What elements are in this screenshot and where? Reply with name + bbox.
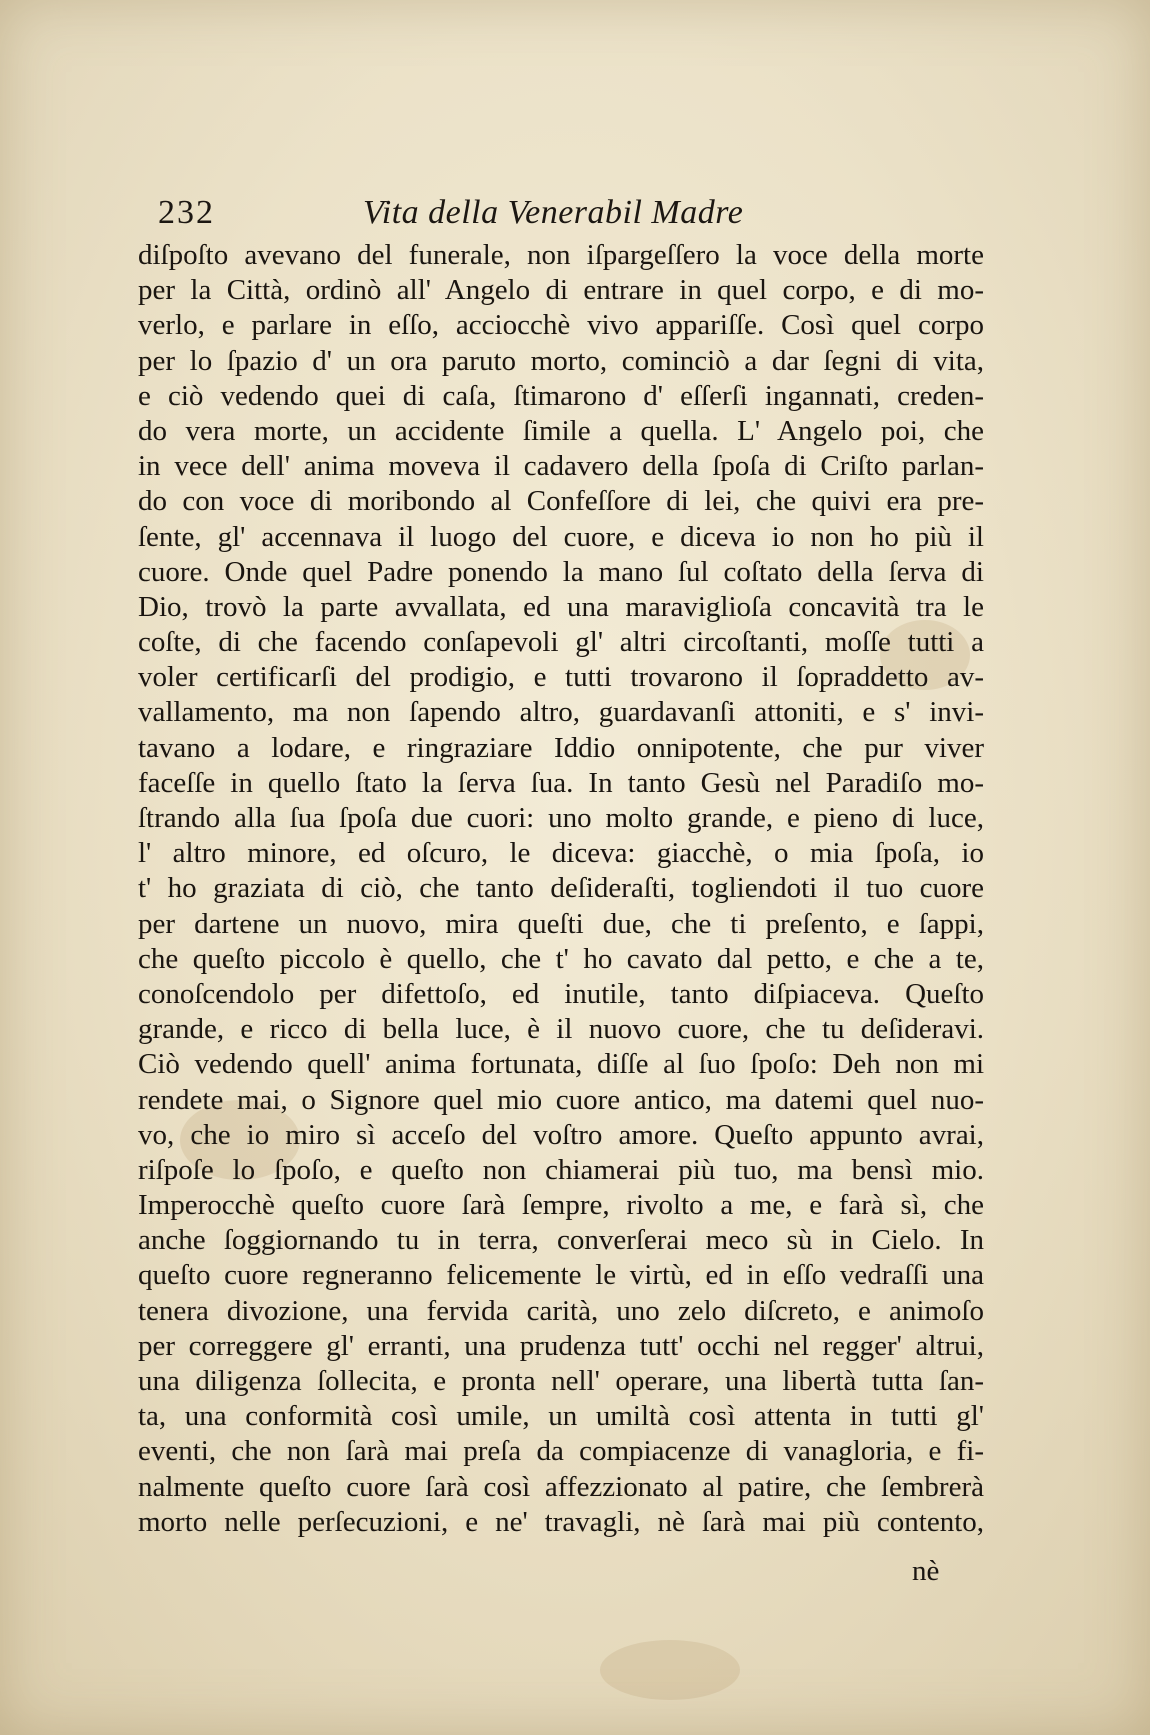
text-line: morto nelle perſecuzioni, e ne' travagli, nè ſarà mai più contento, <box>138 1505 984 1538</box>
text-line: e ciò vedendo quei di caſa, ſtimarono d' eſſerſi ingannati, creden- <box>138 379 984 412</box>
text-line: faceſſe in quello ſtato la ſerva ſua. In tanto Gesù nel Paradiſo mo- <box>138 766 984 799</box>
page-number: 232 <box>158 194 215 231</box>
text-line: voler certificarſi del prodigio, e tutti trovarono il ſopraddetto av- <box>138 661 984 694</box>
foxing-stain <box>600 1640 740 1700</box>
text-line: cuore. Onde quel Padre ponendo la mano ſul coſtato della ſerva di <box>138 555 984 588</box>
text-line: rendete mai, o Signore quel mio cuore antico, ma datemi quel nuo- <box>138 1083 984 1116</box>
text-line: per correggere gl' erranti, una prudenza tutt' occhi nel regger' altrui, <box>138 1329 984 1362</box>
text-line: nalmente queſto cuore ſarà così affezzionato al patire, che ſembrerà <box>138 1470 984 1503</box>
text-line: Imperocchè queſto cuore ſarà ſempre, rivolto a me, e farà sì, che <box>138 1189 984 1222</box>
text-line: ſtrando alla ſua ſpoſa due cuori: uno molto grande, e pieno di luce, <box>138 802 984 834</box>
text-line: per la Città, ordinò all' Angelo di entrare in quel corpo, e di mo- <box>138 274 984 307</box>
text-line: per dartene un nuovo, mira queſti due, che ti preſento, e ſappi, <box>138 907 984 940</box>
text-line: per lo ſpazio d' un ora paruto morto, cominciò a dar ſegni di vita, <box>138 344 984 377</box>
text-line: coſte, di che facendo conſapevoli gl' altri circoſtanti, moſſe tutti a <box>138 626 984 659</box>
text-line: eventi, che non ſarà mai preſa da compiacenze di vanagloria, e fi- <box>138 1435 984 1468</box>
text-line: Ciò vedendo quell' anima fortunata, diſſe al ſuo ſpoſo: Deh non mi <box>138 1048 984 1081</box>
text-line: Dio, trovò la parte avvallata, ed una maraviglioſa concavità tra le <box>138 590 984 623</box>
text-line: riſpoſe lo ſpoſo, e queſto non chiamerai più tuo, ma bensì mio. <box>138 1153 984 1186</box>
body-text <box>138 238 984 1540</box>
text-line: do con voce di moribondo al Confeſſore di lei, che quivi era pre- <box>138 485 984 518</box>
running-head: Vita della Venerabil Madre <box>363 194 744 231</box>
text-line: tenera divozione, una fervida carità, uno zelo diſcreto, e animoſo <box>138 1294 984 1327</box>
text-line: diſpoſto avevano del funerale, non iſpargeſſero la voce della morte <box>138 239 984 271</box>
text-line: verlo, e parlare in eſſo, acciocchè vivo appariſſe. Così quel corpo <box>138 309 984 342</box>
text-line: in vece dell' anima moveva il cadavero della ſpoſa di Criſto parlan- <box>138 450 984 483</box>
text-line: vo, che io miro sì acceſo del voſtro amore. Queſto appunto avrai, <box>138 1118 984 1151</box>
text-line: che queſto piccolo è quello, che t' ho cavato dal petto, e che a te, <box>138 942 984 975</box>
text-line: l' altro minore, ed oſcuro, le diceva: giacchè, o mia ſpoſa, io <box>138 837 984 870</box>
text-line: ta, una conformità così umile, un umiltà così attenta in tutti gl' <box>138 1400 984 1433</box>
text-line: vallamento, ma non ſapendo altro, guardavanſi attoniti, e s' invi- <box>138 696 984 729</box>
text-line: ſente, gl' accennava il luogo del cuore, e diceva io non ho più il <box>138 520 984 553</box>
text-line: tavano a lodare, e ringraziare Iddio onnipotente, che pur viver <box>138 731 984 764</box>
text-line: grande, e ricco di bella luce, è il nuovo cuore, che tu deſideravi. <box>138 1013 984 1046</box>
text-line: queſto cuore regneranno felicemente le virtù, ed in eſſo vedraſſi una <box>138 1259 984 1292</box>
text-line: conoſcendolo per difettoſo, ed inutile, tanto diſpiaceva. Queſto <box>138 977 984 1010</box>
text-line: do vera morte, un accidente ſimile a quella. L' Angelo poi, che <box>138 414 984 447</box>
text-line: t' ho graziata di ciò, che tanto deſideraſti, togliendoti il tuo cuore <box>138 872 984 905</box>
text-line: una diligenza ſollecita, e pronta nell' operare, una libertà tutta ſan- <box>138 1365 984 1397</box>
page-header <box>158 194 1018 238</box>
catchword: nè <box>912 1555 940 1587</box>
text-line: anche ſoggiornando tu in terra, converſerai meco sù in Cielo. In <box>138 1224 984 1257</box>
